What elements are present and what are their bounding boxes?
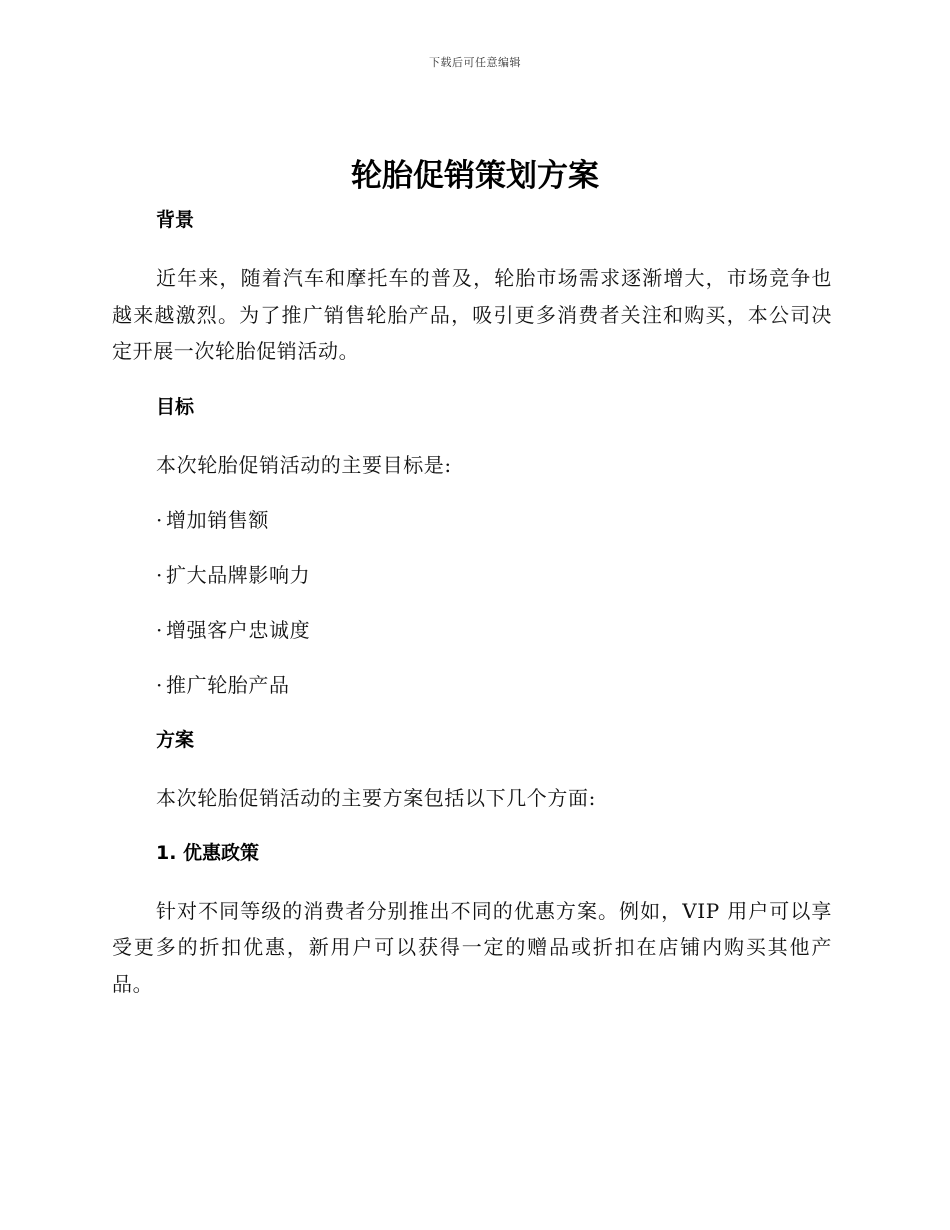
section-heading-background: 背景 <box>156 209 195 231</box>
goal-item-text: 增强客户忠诚度 <box>166 617 311 642</box>
bullet-icon: · <box>156 617 163 642</box>
goal-item-text: 扩大品牌影响力 <box>166 562 311 587</box>
bullet-icon: · <box>156 672 163 697</box>
bullet-icon: · <box>156 562 163 587</box>
goal-list-item <box>156 612 832 648</box>
bullet-icon: · <box>156 507 163 532</box>
goal-list-item <box>156 667 832 703</box>
goal-item-text: 增加销售额 <box>166 507 269 532</box>
plan-intro: 本次轮胎促销活动的主要方案包括以下几个方面: <box>156 785 596 810</box>
background-paragraph: 近年来，随着汽车和摩托车的普及，轮胎市场需求逐渐增大，市场竞争也越来越激烈。为了推广销售轮胎产品，吸引更多消费者关注和购买，本公司决定开展一次轮胎促销活动。 <box>112 266 832 363</box>
document-body <box>112 202 832 1002</box>
goal-list-item <box>156 502 832 538</box>
goals-intro: 本次轮胎促销活动的主要目标是: <box>156 452 452 477</box>
section-heading-goals: 目标 <box>156 395 195 418</box>
section-heading-plan: 方案 <box>156 728 195 751</box>
goal-list-item <box>156 557 832 593</box>
header-note: 下载后可任意编辑 <box>429 56 521 69</box>
discount-policy-paragraph: 针对不同等级的消费者分别推出不同的优惠方案。例如，VIP 用户可以享受更多的折扣优惠，新用户可以获得一定的赠品或折扣在店铺内购买其他产品。 <box>112 898 832 996</box>
goal-item-text: 推广轮胎产品 <box>166 672 290 697</box>
document-title: 轮胎促销策划方案 <box>351 158 599 194</box>
subsection-heading-discount-policy: 1. 优惠政策 <box>156 841 260 864</box>
